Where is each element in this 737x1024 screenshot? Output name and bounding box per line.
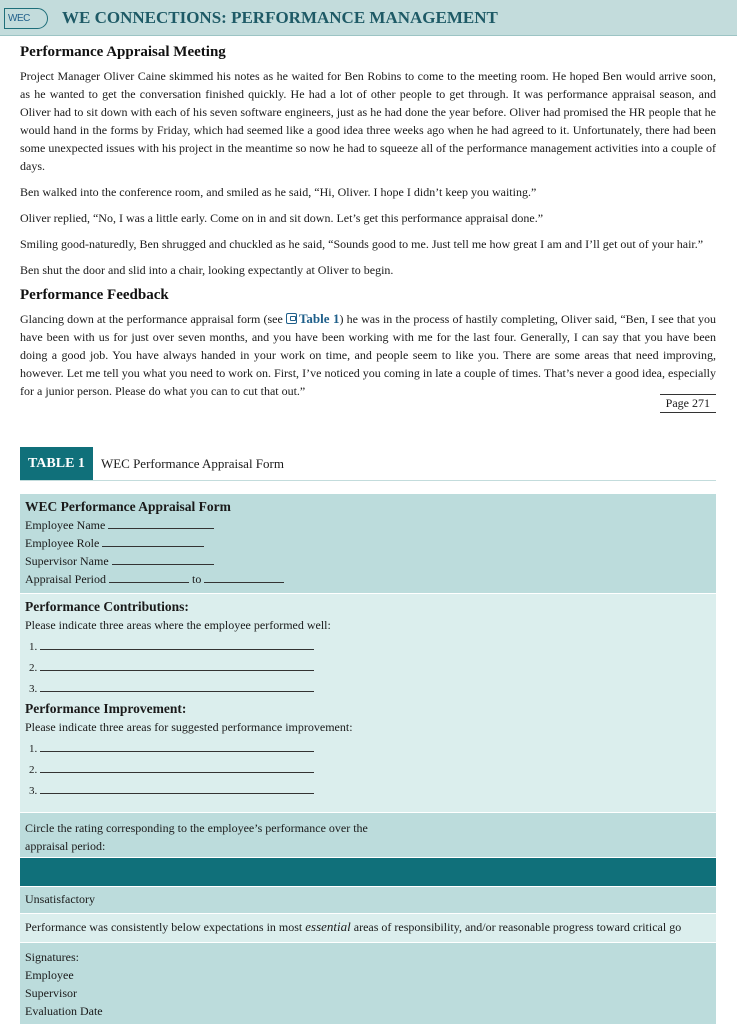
employee-role-row (25, 534, 711, 552)
answer-blank (40, 761, 314, 773)
rating-unsatisfactory: Unsatisfactory (25, 892, 95, 906)
period-start-blank (109, 570, 189, 583)
page-header (0, 0, 737, 36)
rating-prompt-line-1: Circle the rating corresponding to the employee’s performance over the (25, 821, 368, 835)
rating-description-text: Performance was consistently below expectations in most (25, 920, 306, 934)
signature-employee: Employee (25, 968, 74, 982)
table-caption-bar (20, 447, 716, 481)
line-number: 3. (29, 683, 38, 695)
paragraph: Ben walked into the conference room, and smiled as he said, “Hi, Oliver. I hope I didn’t keep you waiting.” (20, 185, 537, 199)
supervisor-name-label: Supervisor Name (25, 554, 109, 568)
rating-description-row (20, 913, 716, 942)
improvement-title: Performance Improvement: (25, 701, 187, 716)
employee-name-row (25, 516, 711, 534)
section-heading-appraisal-meeting: Performance Appraisal Meeting (20, 44, 226, 60)
paragraph-text: Glancing down at the performance appraisal form (see (20, 312, 286, 326)
employee-name-label: Employee Name (25, 518, 106, 532)
performance-section (20, 593, 716, 812)
rating-name-row (20, 886, 716, 913)
rating-description-text: areas of responsibility, and/or reasonable progress toward critical go (350, 920, 682, 934)
contribution-line-1 (25, 637, 711, 658)
improvement-line-2 (25, 760, 711, 781)
answer-blank (40, 659, 314, 671)
contribution-line-2 (25, 658, 711, 679)
improvement-line-3 (25, 781, 711, 802)
paragraph-feedback (20, 310, 716, 400)
form-title: WEC Performance Appraisal Form (25, 499, 231, 514)
rating-header-band (20, 857, 716, 886)
employee-role-label: Employee Role (25, 536, 100, 550)
answer-blank (40, 680, 314, 692)
wec-logo: WEC (4, 8, 48, 29)
improvement-prompt: Please indicate three areas for suggested performance improvement: (25, 720, 353, 734)
answer-blank (40, 740, 314, 752)
rating-description-emphasis: essential (305, 919, 351, 934)
table-1-link[interactable]: Table 1 (298, 311, 340, 326)
rating-instructions (20, 812, 716, 857)
line-number: 3. (29, 785, 38, 797)
paragraph: Project Manager Oliver Caine skimmed his notes as he waited for Ben Robins to come to the meeting room. He hoped Ben would arrive soon, as he wanted to get the conversation finished quickly. He had a lot of other people to get through. It was performance appraisal season, and Oliver had to sit down with each of his seven software engineers, just as he had done the year before. Oliver had promised the HR people that he would hand in the forms by Friday, which had seemed like a good idea three weeks ago when he had agreed to it. Unfortunately, there had been some unexpected issues with his project in the meantime so now he had to squeeze all of the performance management activities into a couple of days. (20, 69, 716, 173)
answer-blank (40, 638, 314, 650)
evaluation-date: Evaluation Date (25, 1004, 103, 1018)
appraisal-period-row (25, 570, 711, 588)
line-number: 1. (29, 641, 38, 653)
table-caption: WEC Performance Appraisal Form (100, 456, 284, 471)
rating-prompt-line-2: appraisal period: (25, 839, 106, 853)
contributions-prompt: Please indicate three areas where the employee performed well: (25, 618, 331, 632)
employee-name-blank (108, 516, 214, 529)
table-badge: TABLE 1 (20, 447, 93, 481)
appraisal-form-table (20, 494, 716, 1024)
form-header-section (20, 494, 716, 593)
paragraph: Smiling good-naturedly, Ben shrugged and chuckled as he said, “Sounds good to me. Just tell me how great I am and I’ll get out of your hair.” (20, 237, 704, 251)
header-title: WE CONNECTIONS: PERFORMANCE MANAGEMENT (62, 8, 498, 27)
answer-blank (40, 782, 314, 794)
period-to-label: to (191, 572, 202, 586)
external-link-icon[interactable] (286, 313, 297, 324)
supervisor-name-row (25, 552, 711, 570)
signatures-title: Signatures: (25, 950, 79, 964)
signature-supervisor: Supervisor (25, 986, 77, 1000)
improvement-line-1 (25, 739, 711, 760)
line-number: 2. (29, 662, 38, 674)
period-end-blank (204, 570, 284, 583)
line-number: 2. (29, 764, 38, 776)
paragraph: Oliver replied, “No, I was a little early. Come on in and sit down. Let’s get this performance appraisal done.” (20, 211, 544, 225)
contribution-line-3 (25, 679, 711, 700)
signatures-section (20, 942, 716, 1024)
paragraph: Ben shut the door and slid into a chair, looking expectantly at Oliver to begin. (20, 263, 394, 277)
divider (20, 480, 716, 481)
paragraph-text: ) he was in the process of hastily completing, Oliver said, “Ben, I see that you have been with us for just over seven months, and you have been working with me for the last four. Generally, I can say that you have been doing a good job. You have always handed in your work on time, and people seem to like you. There are some areas that need improving, however. Let me tell you what you need to work on. First, I’ve noticed you coming in late a couple of times. That’s never a good idea, especially for a junior person. Please do what you can to cut that out.” (20, 312, 716, 398)
appraisal-period-label: Appraisal Period (25, 572, 106, 586)
article-content (20, 44, 716, 416)
supervisor-name-blank (112, 552, 214, 565)
line-number: 1. (29, 743, 38, 755)
employee-role-blank (102, 534, 204, 547)
page-number-row (20, 396, 716, 416)
contributions-title: Performance Contributions: (25, 599, 189, 614)
section-heading-performance-feedback: Performance Feedback (20, 287, 169, 303)
page-number: Page 271 (660, 394, 716, 413)
